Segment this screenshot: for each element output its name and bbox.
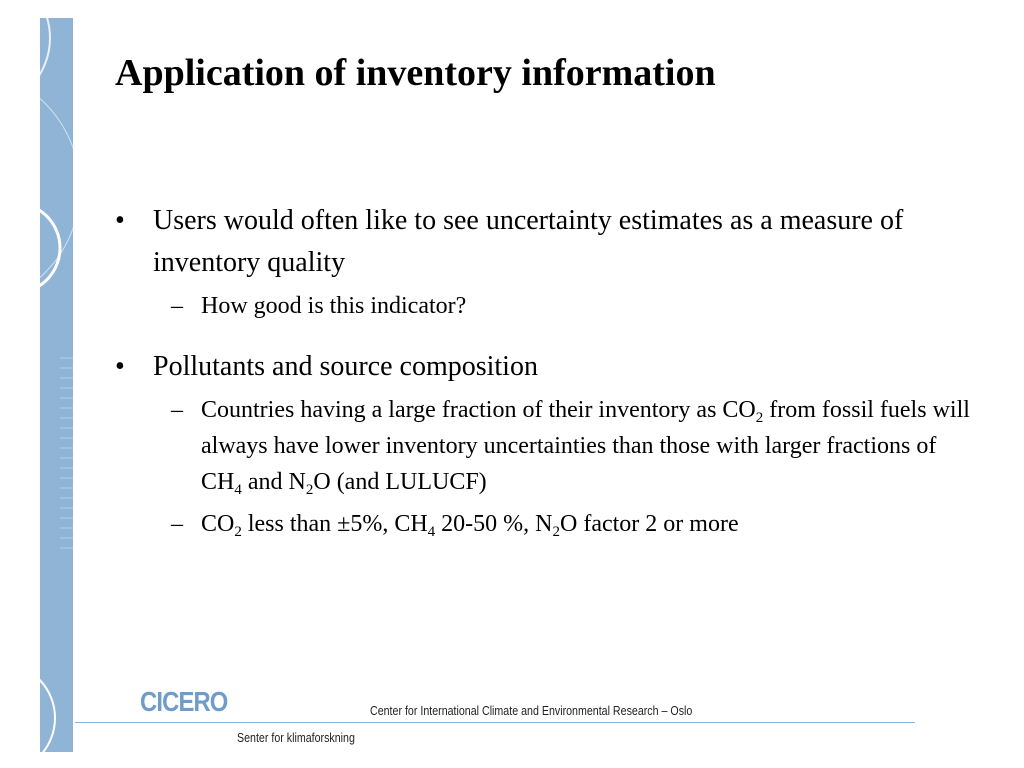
bullet-marker: •	[115, 351, 125, 382]
dash-marker: –	[171, 511, 183, 537]
formula-subscript: 2	[552, 524, 560, 540]
slide-title: Application of inventory information	[115, 52, 716, 94]
dash-marker: –	[171, 293, 183, 319]
cicero-logo: CICERO	[140, 686, 228, 717]
sub-bullet-item	[115, 288, 975, 324]
decorative-sidebar	[40, 18, 73, 752]
bullet-marker: •	[115, 205, 125, 236]
bullet-text: Users would often like to see uncertainty estimates as a measure of inventory quality	[153, 205, 904, 278]
footer-center-name: Center for International Climate and Environmental Research – Oslo	[370, 703, 693, 718]
sub-bullet-text: How good is this indicator?	[201, 293, 467, 319]
bullet-text: Pollutants and source composition	[153, 351, 538, 382]
formula-subscript: 2	[305, 482, 314, 498]
slide-body	[115, 200, 975, 542]
sub-bullet-text: Countries having a large fraction of their inventory as $CO_2$ from fossil fuels will always have lower inventory uncertainties than those with larger fractions of $CH_4$ and $N_2O$ (and LULUCF)	[201, 397, 970, 498]
footer-subtitle: Senter for klimaforskning	[237, 730, 355, 745]
sub-bullet-item	[115, 506, 975, 542]
formula-subscript: 2	[755, 410, 764, 426]
bullet-item	[115, 200, 975, 284]
sidebar-circles-decoration	[40, 18, 73, 752]
dash-marker: –	[171, 397, 183, 423]
formula-subscript: 4	[427, 524, 436, 540]
footer-divider	[75, 722, 915, 723]
bullet-item	[115, 346, 975, 388]
formula-subscript: 4	[234, 482, 242, 498]
formula-subscript: 2	[234, 524, 242, 540]
sub-bullet-text: $CO_2$ less than ±5%, $CH_4$ 20-50 %, $N_2O$ factor 2 or more	[201, 511, 739, 540]
sub-bullet-item	[115, 392, 975, 500]
